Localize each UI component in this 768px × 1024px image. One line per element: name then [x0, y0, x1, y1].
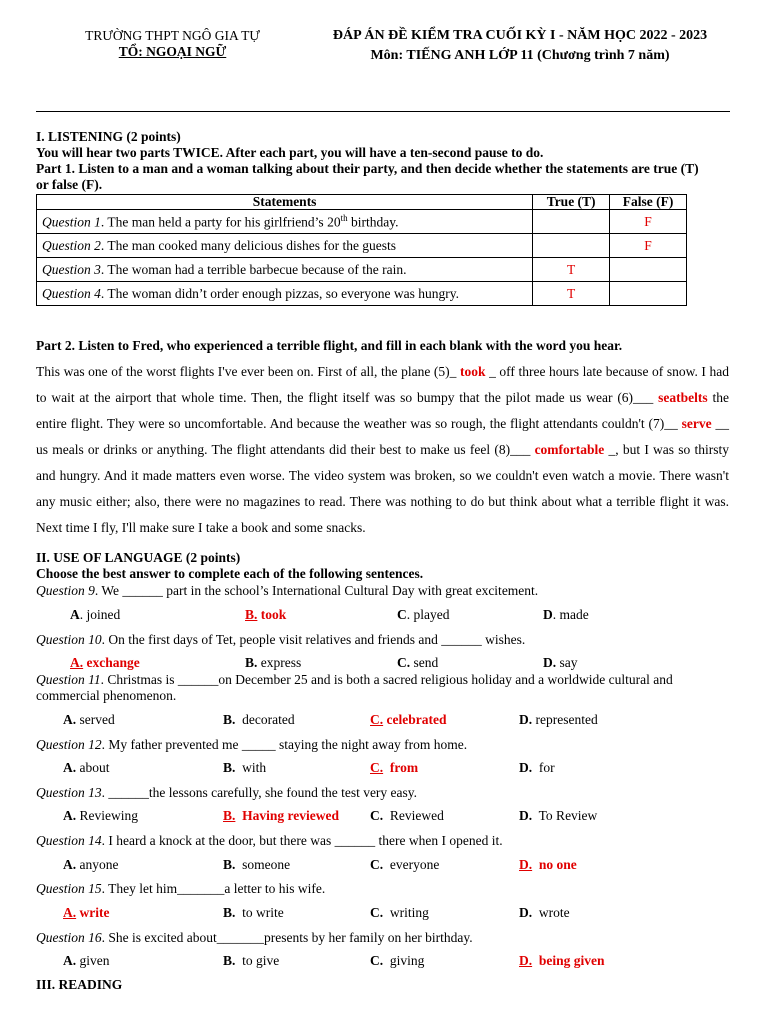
option-letter: D. — [519, 712, 533, 727]
question-stem — [36, 930, 473, 946]
passage-text: the entire flight. They were so uncomfortable. And because the weather was so rough, the flight attendants couldn't (7)__ — [36, 390, 729, 431]
option-letter: D. — [543, 655, 557, 670]
answer-5: took — [459, 364, 486, 379]
question-text-cont: commercial phenomenon. — [36, 688, 177, 703]
option-c — [397, 655, 438, 671]
question-text: . My father prevented me _____ staying the night away from home. — [101, 737, 468, 752]
school-name: TRƯỜNG THPT NGÔ GIA TỰ — [85, 28, 260, 43]
option-d — [519, 905, 570, 921]
option-text: write — [76, 905, 110, 920]
question-text: . We ______ part in the school’s International Cultural Day with great excitement. — [94, 583, 539, 598]
question-stem — [36, 672, 673, 688]
option-text: about — [76, 760, 110, 775]
exam-subject: Môn: TIẾNG ANH LỚP 11 (Chương trình 7 năm) — [370, 48, 670, 63]
option-d — [519, 760, 555, 776]
col-true: True (T) — [533, 195, 610, 210]
statement-cell — [37, 234, 533, 258]
option-a — [63, 760, 110, 776]
option-letter: C — [397, 607, 407, 622]
option-text: to write — [235, 905, 284, 920]
option-a — [63, 712, 115, 728]
option-letter: A. — [63, 760, 77, 775]
statement-text: . The woman had a terrible barbecue because of the rain. — [100, 261, 407, 277]
true-cell — [533, 234, 610, 258]
option-b — [223, 857, 290, 873]
question-stem — [36, 583, 538, 599]
option-text: say — [556, 655, 578, 670]
option-text: to give — [235, 953, 280, 968]
option-letter: A. — [63, 808, 77, 823]
question-number: Question 12 — [36, 737, 102, 752]
option-letter: A. — [70, 655, 84, 670]
question-stem — [36, 833, 503, 849]
option-letter: D. — [519, 905, 533, 920]
option-text: . made — [552, 607, 589, 622]
question-number: Question 14 — [36, 833, 102, 848]
question-stem — [36, 632, 525, 648]
question-text: . She is excited about_______presents by her family on her birthday. — [101, 930, 473, 945]
false-cell: F — [610, 234, 687, 258]
table-header-row — [37, 195, 687, 210]
statement-text-end: birthday. — [347, 214, 399, 230]
option-a — [63, 953, 110, 969]
table-row — [37, 210, 687, 234]
option-letter: A. — [63, 953, 77, 968]
passage-text: This was one of the worst flights I've ever been on. First of all, the plane (5)_ — [36, 364, 460, 379]
question-number: Question 13 — [36, 785, 102, 800]
option-letter: C. — [397, 655, 411, 670]
false-cell — [610, 258, 687, 282]
option-text: given — [76, 953, 110, 968]
language-heading: II. USE OF LANGUAGE (2 points) — [36, 550, 241, 565]
passage-text: _, but I was so thirsty and hungry. And it made matters even worse. The video system was broken, so we couldn't even watch a movie. There wasn't any music either; also, there were no magazines to read. There was nothing to do but think about what a terrible flight it was. Next time I fly, I'll make sure I take a book and some snacks. — [36, 442, 730, 535]
true-cell: T — [533, 258, 610, 282]
question-label: Question 2 — [42, 237, 101, 253]
option-text: represented — [532, 712, 598, 727]
option-letter: C. — [370, 905, 384, 920]
question-number: Question 11 — [36, 672, 101, 687]
part1-instruction: Part 1. Listen to a man and a woman talking about their party, and then decide whether the statements are true (T) — [36, 161, 699, 176]
option-letter: B. — [223, 760, 236, 775]
option-text: anyone — [76, 857, 119, 872]
question-text: . I heard a knock at the door, but there was ______ there when I opened it. — [101, 833, 503, 848]
option-d-correct — [519, 953, 605, 969]
option-text: Having reviewed — [235, 808, 340, 823]
question-number: Question 15 — [36, 881, 102, 896]
superscript: th — [340, 212, 348, 223]
option-text: with — [235, 760, 267, 775]
option-c-correct — [370, 712, 446, 728]
statement-cell — [37, 210, 533, 234]
question-text: . On the first days of Tet, people visit relatives and friends and ______ wishes. — [101, 632, 526, 647]
false-cell: F — [610, 210, 687, 234]
option-text: decorated — [235, 712, 295, 727]
question-text: . Christmas is ______on December 25 and is both a sacred religious holiday and a worldwide cultural and — [100, 672, 673, 687]
option-text: express — [257, 655, 302, 670]
option-b — [245, 655, 301, 671]
option-letter: B. — [223, 712, 236, 727]
option-letter: B. — [223, 905, 236, 920]
passage-text: _ off three hours late because of snow. I had to wait at the airport that whole time. Then, the flight itself was so bumpy that the pilot made us wear (6)___ — [36, 364, 729, 405]
option-c — [370, 953, 424, 969]
part2-passage — [36, 359, 729, 541]
part2-instruction: Part 2. Listen to Fred, who experienced a terrible flight, and fill in each blank with the word you hear. — [36, 338, 623, 353]
option-letter: B. — [245, 655, 258, 670]
true-cell — [533, 210, 610, 234]
option-d-correct — [519, 857, 577, 873]
part1-instruction-cont: or false (F). — [36, 177, 103, 192]
option-c — [370, 857, 439, 873]
statement-text: . The man cooked many delicious dishes for the guests — [100, 237, 397, 253]
statement-text: . The man held a party for his girlfriend’s 20 — [100, 214, 341, 230]
option-letter: D. — [519, 808, 533, 823]
option-d — [543, 655, 578, 671]
question-label: Question 4 — [42, 285, 101, 301]
option-letter: C. — [370, 857, 384, 872]
option-c-correct — [370, 760, 418, 776]
option-letter: D. — [519, 953, 533, 968]
false-cell — [610, 282, 687, 306]
option-letter: A. — [63, 905, 77, 920]
option-text: To Review — [532, 808, 598, 823]
question-number: Question 10 — [36, 632, 102, 647]
option-a — [63, 857, 118, 873]
option-text: took — [257, 607, 287, 622]
listening-instruction: You will hear two parts TWICE. After each part, you will have a ten-second pause to do. — [36, 145, 544, 160]
answer-6: seatbelts — [658, 390, 708, 405]
true-cell: T — [533, 282, 610, 306]
option-b-correct — [223, 808, 339, 824]
option-c — [397, 607, 450, 623]
option-text: celebrated — [383, 712, 447, 727]
col-false: False (F) — [610, 195, 687, 210]
option-text: Reviewed — [383, 808, 444, 823]
option-text: wrote — [532, 905, 570, 920]
answer-7: serve — [681, 416, 712, 431]
option-text: everyone — [383, 857, 440, 872]
option-letter: C. — [370, 953, 384, 968]
table-row — [37, 282, 687, 306]
option-letter: A. — [63, 857, 77, 872]
question-label: Question 3 — [42, 261, 101, 277]
option-letter: B. — [223, 857, 236, 872]
option-letter: D. — [519, 760, 533, 775]
question-stem — [36, 881, 325, 897]
option-letter: C. — [370, 712, 384, 727]
question-label: Question 1 — [42, 214, 101, 230]
question-stem — [36, 785, 417, 801]
option-text: someone — [235, 857, 291, 872]
option-a — [63, 808, 138, 824]
answer-8: comfortable — [534, 442, 605, 457]
table-row — [37, 258, 687, 282]
reading-heading: III. READING — [36, 977, 123, 992]
option-text: served — [76, 712, 115, 727]
option-c — [370, 808, 444, 824]
option-a-correct — [70, 655, 140, 671]
option-b — [223, 953, 279, 969]
option-letter: B. — [223, 808, 236, 823]
option-letter: A. — [63, 712, 77, 727]
question-number: Question 16 — [36, 930, 102, 945]
option-c — [370, 905, 429, 921]
option-text: from — [383, 760, 419, 775]
question-stem — [36, 737, 467, 753]
option-text: send — [410, 655, 439, 670]
department-name — [60, 44, 285, 60]
option-a — [70, 607, 120, 623]
statement-text: . The woman didn’t order enough pizzas, so everyone was hungry. — [100, 285, 460, 301]
option-letter: C. — [370, 760, 384, 775]
col-statements: Statements — [37, 195, 533, 210]
option-letter: D. — [519, 857, 533, 872]
language-instruction: Choose the best answer to complete each of the following sentences. — [36, 566, 424, 581]
option-letter: A — [70, 607, 80, 622]
option-text: . joined — [79, 607, 121, 622]
option-d — [519, 712, 598, 728]
question-number: Question 9 — [36, 583, 95, 598]
statement-cell — [37, 282, 533, 306]
option-text: exchange — [83, 655, 140, 670]
option-text: . played — [406, 607, 450, 622]
option-d — [543, 607, 589, 623]
statements-table — [36, 194, 687, 306]
listening-heading: I. LISTENING (2 points) — [36, 129, 181, 144]
statement-cell — [37, 258, 533, 282]
passage-text: __ us meals or drinks or anything. The flight attendants did their best to make us feel (8)___ — [36, 416, 730, 457]
option-text: giving — [383, 953, 425, 968]
option-text: writing — [383, 905, 429, 920]
exam-title: ĐÁP ÁN ĐỀ KIỂM TRA CUỐI KỲ I - NĂM HỌC 2022 - 2023 — [332, 28, 708, 43]
table-row — [37, 234, 687, 258]
option-letter: D — [543, 607, 553, 622]
question-text: . They let him_______a letter to his wife. — [101, 881, 326, 896]
option-b — [223, 760, 266, 776]
option-letter: B. — [245, 607, 258, 622]
option-text: being given — [532, 953, 605, 968]
department-label: TỔ: NGOẠI NGỮ — [118, 44, 227, 59]
option-text: no one — [532, 857, 577, 872]
option-a-correct — [63, 905, 109, 921]
option-text: Reviewing — [76, 808, 138, 823]
header-divider — [36, 111, 730, 112]
option-letter: B. — [223, 953, 236, 968]
question-text: . ______the lessons carefully, she found the test very easy. — [101, 785, 418, 800]
option-d — [519, 808, 597, 824]
option-letter: C. — [370, 808, 384, 823]
option-text: for — [532, 760, 555, 775]
option-b — [223, 905, 284, 921]
option-b — [223, 712, 295, 728]
option-b-correct — [245, 607, 286, 623]
